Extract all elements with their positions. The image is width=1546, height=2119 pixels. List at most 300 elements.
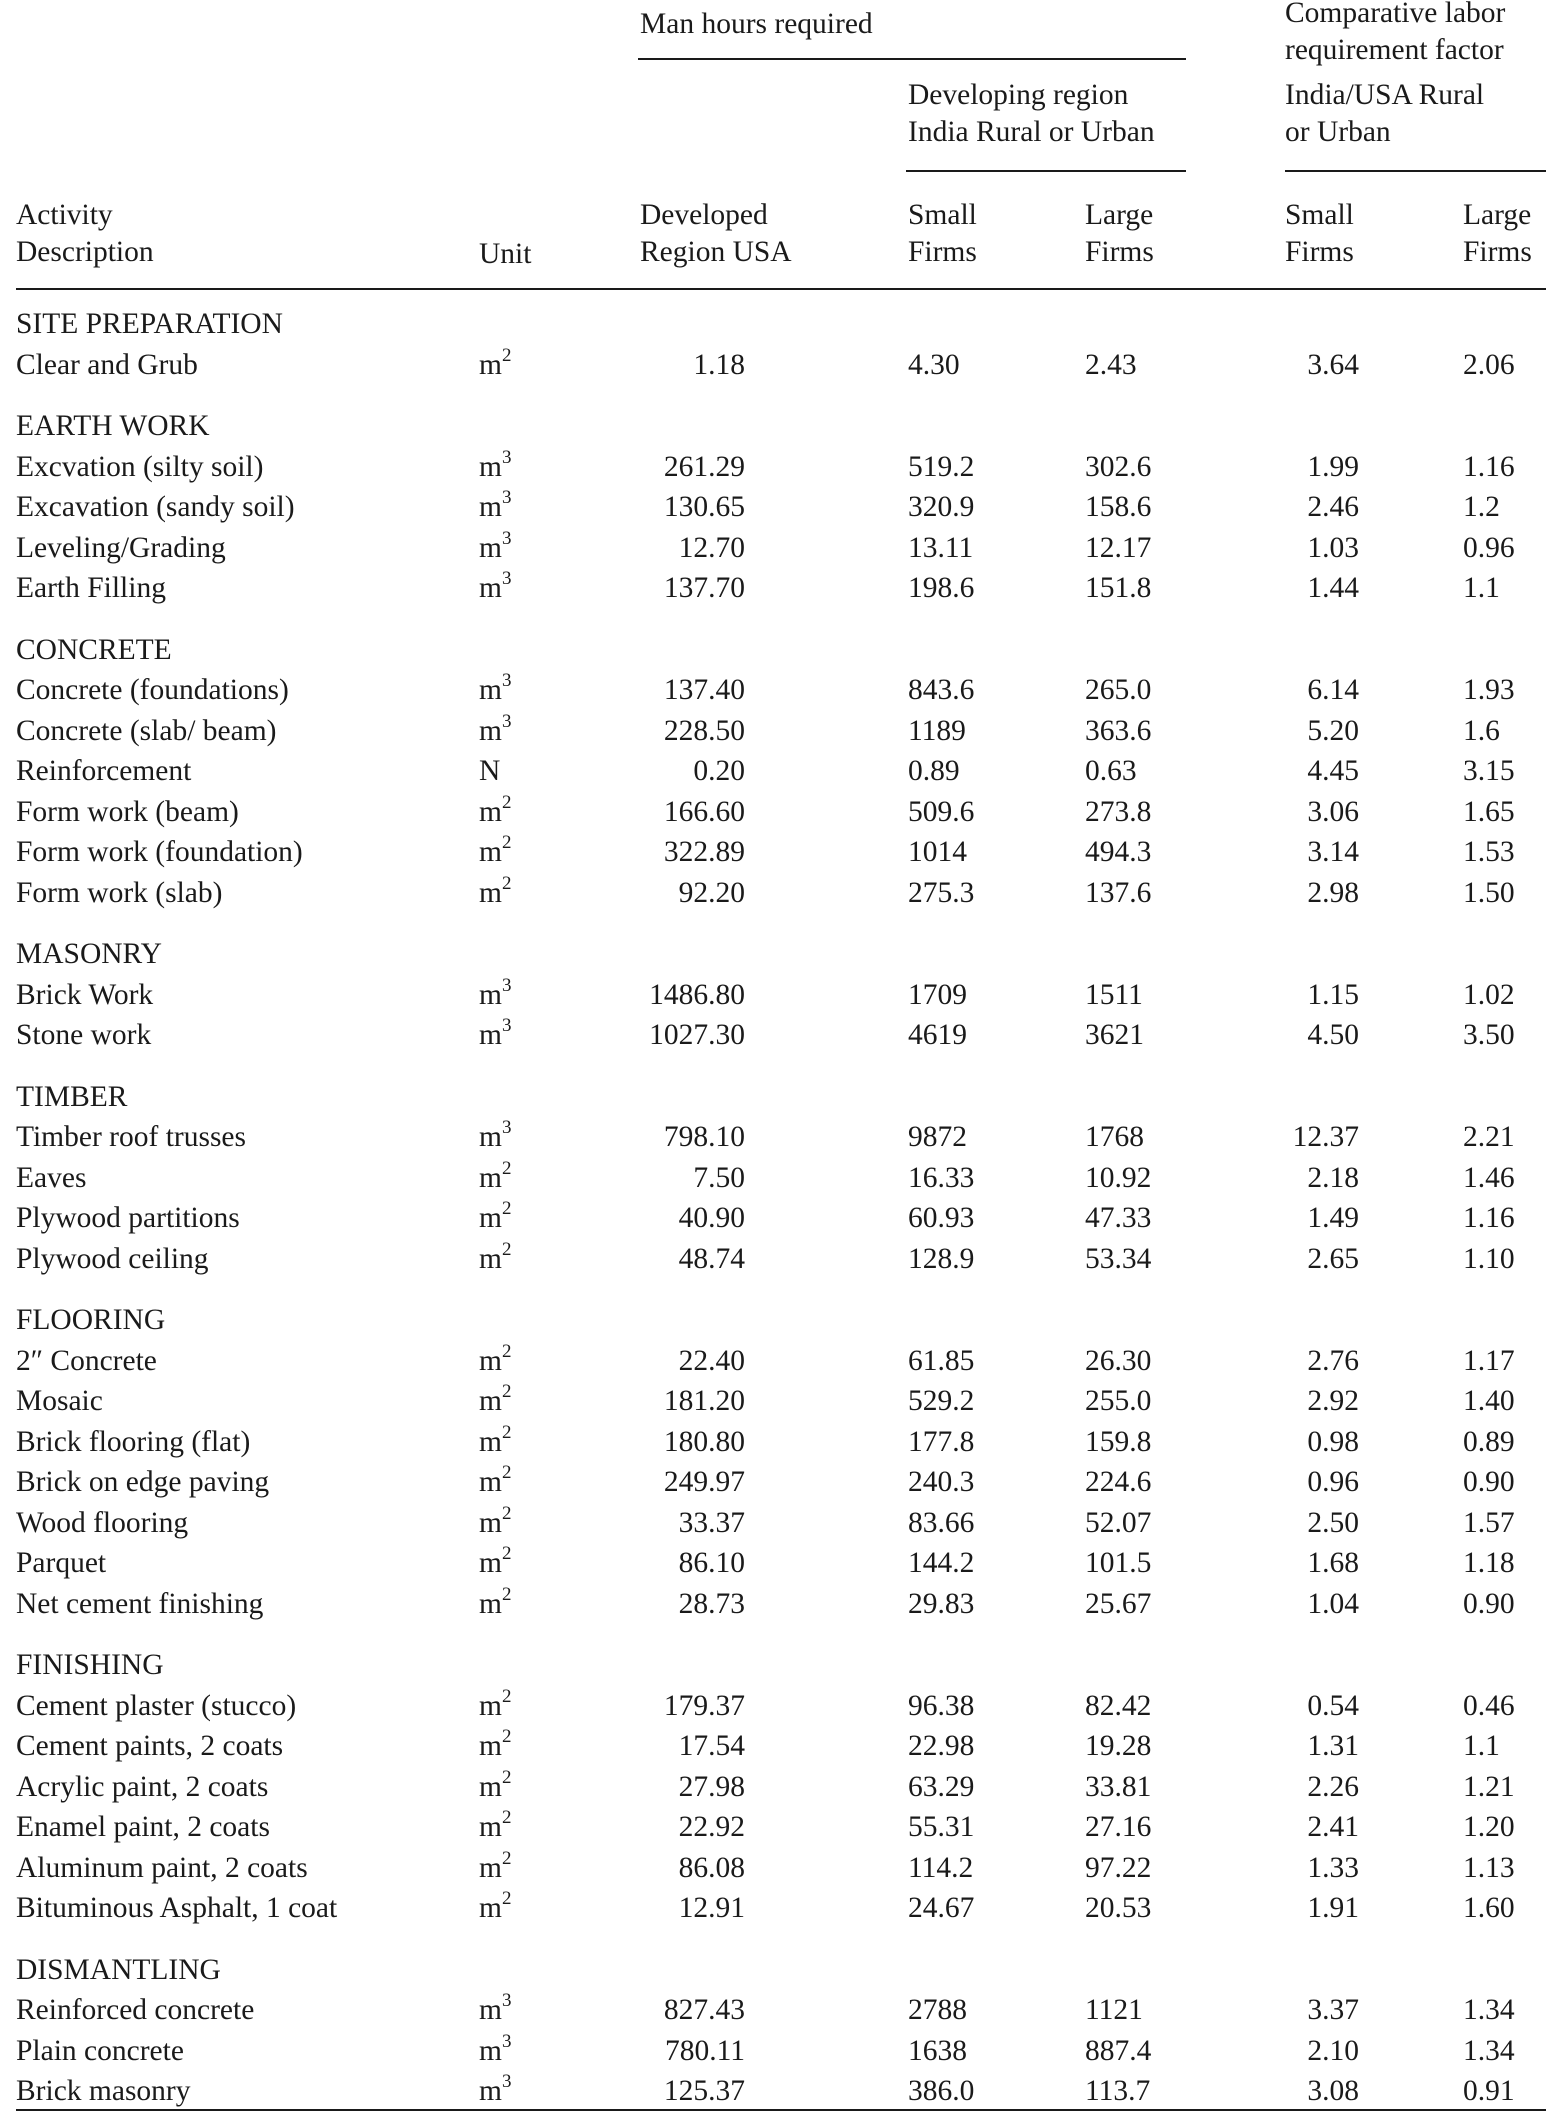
activity-cell: Leveling/Grading: [16, 531, 226, 564]
developed-usa-cell: 12.91: [678, 1892, 745, 1924]
factor-large-cell: 0.46: [1463, 1689, 1515, 1722]
activity-cell: Reinforcement: [16, 755, 192, 787]
activity-cell: Parquet: [16, 1547, 107, 1579]
factor-large-cell: 1.6: [1463, 714, 1500, 747]
activity-cell: Plain concrete: [16, 2034, 184, 2067]
large-firms-cell: 1768: [1085, 1121, 1144, 1153]
developed-usa-cell: 137.40: [663, 674, 745, 706]
unit-base: m: [479, 674, 502, 706]
small-firms-cell: 114.2: [908, 1851, 974, 1884]
comparative-factor-line1: Comparative labor: [1285, 0, 1506, 29]
unit-base: m: [479, 1770, 502, 1803]
small-firms-cell: 1638: [908, 2034, 967, 2067]
activity-cell: Excvation (silty soil): [16, 450, 264, 483]
unit-exponent: 3: [501, 670, 512, 691]
unit-exponent: 2: [501, 832, 512, 853]
large-header-line2: Firms: [1085, 236, 1154, 268]
developed-usa-cell: 92.20: [678, 876, 745, 909]
factor-large-header-line1: Large: [1463, 199, 1532, 231]
factor-small-cell: 3.37: [1307, 1994, 1359, 2026]
unit-base: m: [479, 1202, 502, 1234]
factor-large-cell: 1.16: [1463, 1202, 1515, 1234]
factor-large-cell: 1.02: [1463, 978, 1515, 1011]
developed-usa-cell: 798.10: [663, 1121, 745, 1153]
activity-cell: Stone work: [16, 1019, 152, 1051]
factor-large-cell: 1.16: [1463, 450, 1515, 483]
unit-base: m: [479, 1466, 502, 1498]
factor-small-cell: 0.96: [1307, 1466, 1359, 1498]
factor-large-cell: 3.15: [1463, 755, 1515, 787]
developed-usa-cell: 22.92: [678, 1811, 745, 1843]
factor-small-cell: 1.68: [1307, 1547, 1359, 1579]
unit-exponent: 2: [501, 1462, 512, 1483]
small-firms-cell: 843.6: [908, 674, 975, 706]
factor-small-cell: 2.46: [1307, 491, 1359, 523]
large-firms-cell: 27.16: [1085, 1811, 1152, 1843]
factor-small-cell: 0.54: [1307, 1689, 1359, 1722]
activity-cell: 2″ Concrete: [16, 1344, 157, 1377]
activity-cell: Plywood partitions: [16, 1202, 240, 1234]
small-firms-cell: 198.6: [908, 572, 975, 604]
activity-cell: Form work (slab): [16, 876, 223, 909]
developed-usa-cell: 181.20: [663, 1385, 745, 1417]
factor-small-cell: 2.10: [1307, 2034, 1359, 2067]
activity-cell: Excavation (sandy soil): [16, 491, 295, 523]
factor-small-cell: 2.65: [1307, 1242, 1359, 1275]
developed-usa-cell: 780.11: [664, 2034, 745, 2067]
unit-exponent: 2: [501, 1198, 512, 1219]
unit-base: m: [479, 1385, 502, 1417]
factor-small-cell: 2.76: [1307, 1344, 1359, 1377]
large-firms-cell: 10.92: [1085, 1161, 1152, 1194]
large-firms-cell: 273.8: [1085, 795, 1152, 828]
activity-cell: Concrete (foundations): [16, 674, 289, 706]
factor-large-cell: 0.90: [1463, 1587, 1515, 1620]
factor-large-cell: 1.2: [1463, 491, 1500, 523]
activity-cell: Plywood ceiling: [16, 1242, 209, 1275]
factor-large-header-line2: Firms: [1463, 236, 1532, 268]
activity-cell: Brick flooring (flat): [16, 1425, 251, 1458]
unit-exponent: 2: [501, 1502, 512, 1524]
factor-small-cell: 1.15: [1307, 978, 1359, 1011]
small-firms-cell: 4.30: [908, 348, 960, 381]
section-heading: EARTH WORK: [16, 410, 210, 442]
unit-exponent: 2: [501, 1807, 512, 1828]
unit-exponent: 2: [501, 1157, 512, 1179]
developed-header-line1: Developed: [640, 199, 768, 231]
activity-cell: Form work (foundation): [16, 836, 303, 868]
factor-small-cell: 3.08: [1307, 2075, 1359, 2107]
unit-base: m: [479, 876, 502, 909]
small-firms-cell: 320.9: [908, 491, 975, 523]
unit-exponent: 3: [501, 1117, 512, 1138]
large-firms-cell: 1511: [1085, 978, 1143, 1011]
activity-cell: Acrylic paint, 2 coats: [16, 1770, 269, 1803]
section-heading: SITE PREPARATION: [16, 308, 283, 340]
small-firms-cell: 0.89: [908, 755, 960, 787]
activity-cell: Wood flooring: [16, 1506, 189, 1539]
developed-header-line2: Region USA: [640, 236, 792, 268]
unit-exponent: 3: [501, 974, 512, 996]
developed-usa-cell: 27.98: [678, 1770, 745, 1803]
unit-exponent: 2: [501, 872, 512, 894]
developed-usa-cell: 1486.80: [649, 978, 745, 1011]
factor-large-cell: 3.50: [1463, 1019, 1515, 1051]
small-firms-cell: 128.9: [908, 1242, 975, 1275]
developed-usa-cell: 86.08: [678, 1851, 745, 1884]
large-firms-column-header: [1085, 197, 1154, 271]
large-firms-cell: 101.5: [1085, 1547, 1152, 1579]
small-firms-cell: 509.6: [908, 795, 975, 828]
activity-cell: Mosaic: [16, 1385, 103, 1417]
activity-cell: Form work (beam): [16, 795, 239, 828]
developed-usa-cell: 125.37: [663, 2075, 745, 2107]
unit-base: m: [479, 531, 502, 564]
small-firms-cell: 519.2: [908, 450, 975, 483]
factor-small-cell: 1.04: [1307, 1587, 1359, 1620]
factor-large-cell: 1.93: [1463, 674, 1515, 706]
developed-usa-cell: 179.37: [663, 1689, 745, 1722]
unit-column-header: Unit: [479, 238, 532, 270]
unit-exponent: 2: [501, 1766, 512, 1788]
factor-large-cell: 1.21: [1463, 1770, 1515, 1803]
unit-base: m: [479, 1811, 502, 1843]
unit-exponent: 3: [501, 2030, 512, 2052]
unit-base: m: [479, 1587, 502, 1620]
unit-exponent: 3: [501, 487, 512, 508]
section-heading: FINISHING: [16, 1649, 164, 1681]
large-firms-cell: 494.3: [1085, 836, 1152, 868]
large-firms-cell: 224.6: [1085, 1466, 1152, 1498]
factor-small-cell: 1.49: [1307, 1202, 1359, 1234]
small-firms-cell: 177.8: [908, 1425, 975, 1458]
factor-small-cell: 3.06: [1307, 795, 1359, 828]
large-firms-cell: 52.07: [1085, 1506, 1152, 1539]
small-firms-cell: 16.33: [908, 1161, 975, 1194]
unit-exponent: 2: [501, 1726, 512, 1747]
unit-base: m: [479, 572, 502, 604]
large-firms-cell: 113.7: [1085, 2075, 1151, 2107]
large-firms-cell: 363.6: [1085, 714, 1152, 747]
unit-exponent: 2: [501, 1381, 512, 1402]
unit-base: m: [479, 2075, 502, 2107]
factor-small-cell: 1.91: [1307, 1892, 1359, 1924]
section-heading: CONCRETE: [16, 633, 172, 666]
developing-region-line1: Developing region: [908, 79, 1129, 111]
developed-usa-cell: 130.65: [663, 491, 745, 523]
section-heading: FLOORING: [16, 1304, 166, 1336]
unit-base: m: [479, 1892, 502, 1924]
factor-small-cell: 4.45: [1307, 755, 1359, 787]
factor-large-cell: 1.60: [1463, 1892, 1515, 1924]
factor-large-cell: 1.40: [1463, 1385, 1515, 1417]
factor-large-cell: 1.10: [1463, 1242, 1515, 1275]
large-firms-cell: 887.4: [1085, 2034, 1152, 2067]
developed-usa-cell: 0.20: [693, 755, 745, 787]
factor-small-header-line1: Small: [1285, 199, 1354, 231]
factor-small-cell: 5.20: [1307, 714, 1359, 747]
small-firms-cell: 1709: [908, 978, 967, 1011]
small-firms-cell: 83.66: [908, 1506, 975, 1539]
man-hours-required-heading: Man hours required: [640, 8, 873, 40]
developing-region-rule: [906, 170, 1186, 172]
section-heading: MASONRY: [16, 938, 162, 970]
developed-usa-cell: 1.18: [693, 348, 745, 381]
developed-usa-cell: 261.29: [663, 450, 745, 483]
factor-large-cell: 1.65: [1463, 795, 1515, 828]
header-bottom-rule: [16, 288, 1546, 290]
section-heading: TIMBER: [16, 1080, 128, 1113]
large-firms-cell: 1121: [1085, 1994, 1143, 2026]
unit-base: N: [479, 755, 501, 787]
unit-base: m: [479, 795, 502, 828]
large-firms-cell: 12.17: [1085, 531, 1152, 564]
factor-small-cell: 2.18: [1307, 1161, 1359, 1194]
small-firms-cell: 144.2: [908, 1547, 975, 1579]
developed-usa-cell: 166.60: [663, 795, 745, 828]
small-header-line2: Firms: [908, 236, 977, 268]
developing-region-heading: [908, 77, 1155, 151]
unit-exponent: 3: [501, 568, 512, 589]
unit-exponent: 3: [501, 1015, 512, 1036]
large-firms-cell: 82.42: [1085, 1689, 1152, 1722]
comparative-factor-line2: requirement factor: [1285, 34, 1504, 66]
factor-small-cell: 2.26: [1307, 1770, 1359, 1803]
small-firms-column-header: [908, 197, 977, 271]
unit-base: m: [479, 1121, 502, 1153]
developed-usa-cell: 22.40: [678, 1344, 745, 1377]
unit-exponent: 3: [501, 527, 512, 549]
activity-cell: Timber roof trusses: [16, 1121, 246, 1153]
factor-large-cell: 2.21: [1463, 1121, 1515, 1153]
unit-base: m: [479, 714, 502, 747]
comparative-factor-heading: [1285, 0, 1505, 69]
factor-large-cell: 1.53: [1463, 836, 1515, 868]
unit-base: m: [479, 1689, 502, 1722]
large-firms-cell: 2.43: [1085, 348, 1137, 381]
large-firms-cell: 0.63: [1085, 755, 1137, 787]
developed-usa-cell: 28.73: [678, 1587, 745, 1620]
unit-base: m: [479, 2034, 502, 2067]
unit-base: m: [479, 836, 502, 868]
small-firms-cell: 63.29: [908, 1770, 975, 1803]
unit-exponent: 2: [501, 1888, 512, 1909]
small-firms-cell: 275.3: [908, 876, 975, 909]
activity-cell: Aluminum paint, 2 coats: [16, 1851, 308, 1884]
factor-small-cell: 1.33: [1307, 1851, 1359, 1884]
man-hours-rule: [638, 58, 1186, 60]
activity-cell: Eaves: [16, 1161, 87, 1194]
large-firms-cell: 159.8: [1085, 1425, 1152, 1458]
activity-cell: Bituminous Asphalt, 1 coat: [16, 1892, 338, 1924]
developed-usa-cell: 322.89: [663, 836, 745, 868]
small-firms-cell: 2788: [908, 1994, 967, 2026]
large-firms-cell: 20.53: [1085, 1892, 1152, 1924]
large-firms-cell: 19.28: [1085, 1730, 1152, 1762]
factor-small-cell: 0.98: [1307, 1425, 1359, 1458]
unit-exponent: 2: [501, 1847, 512, 1869]
large-firms-cell: 302.6: [1085, 450, 1152, 483]
large-firms-cell: 47.33: [1085, 1202, 1152, 1234]
small-firms-cell: 386.0: [908, 2075, 975, 2107]
factor-large-cell: 0.96: [1463, 531, 1515, 564]
factor-large-cell: 0.89: [1463, 1425, 1515, 1458]
large-firms-cell: 255.0: [1085, 1385, 1152, 1417]
factor-small-header-line2: Firms: [1285, 236, 1354, 268]
unit-base: m: [479, 348, 502, 381]
unit-exponent: 2: [501, 1421, 512, 1443]
factor-small-cell: 1.44: [1307, 572, 1359, 604]
small-firms-cell: 55.31: [908, 1811, 975, 1843]
unit-base: m: [479, 978, 502, 1011]
activity-cell: Earth Filling: [16, 572, 166, 604]
unit-exponent: 2: [501, 344, 512, 366]
developed-usa-cell: 86.10: [678, 1547, 745, 1579]
small-firms-cell: 240.3: [908, 1466, 975, 1498]
large-firms-cell: 137.6: [1085, 876, 1152, 909]
large-firms-cell: 26.30: [1085, 1344, 1152, 1377]
factor-large-cell: 1.50: [1463, 876, 1515, 909]
large-firms-cell: 25.67: [1085, 1587, 1152, 1620]
small-firms-cell: 1014: [908, 836, 967, 868]
large-firms-cell: 97.22: [1085, 1851, 1152, 1884]
activity-cell: Concrete (slab/ beam): [16, 714, 277, 747]
section-heading: DISMANTLING: [16, 1953, 221, 1986]
unit-base: m: [479, 1161, 502, 1194]
developed-usa-cell: 40.90: [678, 1202, 745, 1234]
developed-usa-cell: 180.80: [663, 1425, 745, 1458]
activity-cell: Brick on edge paving: [16, 1466, 270, 1498]
unit-base: m: [479, 491, 502, 523]
factor-small-cell: 1.99: [1307, 450, 1359, 483]
small-firms-cell: 9872: [908, 1121, 967, 1153]
india-usa-line1: India/USA Rural: [1285, 79, 1485, 111]
unit-base: m: [479, 1344, 502, 1377]
comparative-factor-rule: [1285, 170, 1546, 172]
large-firms-cell: 3621: [1085, 1019, 1144, 1051]
developed-usa-cell: 228.50: [663, 714, 745, 747]
unit-exponent: 2: [501, 1583, 512, 1605]
unit-exponent: 2: [501, 1685, 512, 1707]
developed-usa-cell: 48.74: [678, 1242, 745, 1275]
large-header-line1: Large: [1085, 199, 1154, 231]
factor-large-cell: 1.46: [1463, 1161, 1515, 1194]
developed-usa-cell: 7.50: [693, 1161, 745, 1194]
unit-exponent: 2: [501, 1340, 512, 1362]
unit-base: m: [479, 1019, 502, 1051]
factor-large-firms-column-header: [1463, 197, 1532, 271]
factor-small-cell: 1.31: [1307, 1730, 1359, 1762]
factor-large-cell: 1.1: [1463, 572, 1500, 604]
factor-small-cell: 4.50: [1307, 1019, 1359, 1051]
small-firms-cell: 13.11: [908, 531, 974, 564]
activity-cell: Reinforced concrete: [16, 1994, 255, 2026]
activity-header-line1: Activity: [16, 199, 113, 231]
unit-exponent: 3: [501, 446, 512, 468]
developed-usa-cell: 33.37: [678, 1506, 745, 1539]
small-firms-cell: 24.67: [908, 1892, 975, 1924]
unit-base: m: [479, 1851, 502, 1884]
factor-small-cell: 3.64: [1307, 348, 1359, 381]
factor-small-cell: 2.50: [1307, 1506, 1359, 1539]
small-firms-cell: 4619: [908, 1019, 967, 1051]
small-firms-cell: 1189: [908, 714, 966, 747]
unit-base: m: [479, 1994, 502, 2026]
small-firms-cell: 96.38: [908, 1689, 975, 1722]
unit-base: m: [479, 1730, 502, 1762]
activity-column-header: [16, 197, 154, 271]
activity-cell: Brick Work: [16, 978, 154, 1011]
developed-region-column-header: [640, 197, 792, 271]
small-firms-cell: 529.2: [908, 1385, 975, 1417]
activity-cell: Net cement finishing: [16, 1587, 264, 1620]
large-firms-cell: 53.34: [1085, 1242, 1152, 1275]
factor-small-cell: 12.37: [1292, 1121, 1359, 1153]
large-firms-cell: 151.8: [1085, 572, 1152, 604]
activity-cell: Enamel paint, 2 coats: [16, 1811, 270, 1843]
developing-region-line2: India Rural or Urban: [908, 116, 1155, 148]
factor-large-cell: 1.18: [1463, 1547, 1515, 1579]
factor-large-cell: 1.34: [1463, 2034, 1515, 2067]
developed-usa-cell: 17.54: [678, 1730, 745, 1762]
activity-cell: Cement paints, 2 coats: [16, 1730, 284, 1762]
small-header-line1: Small: [908, 199, 977, 231]
small-firms-cell: 29.83: [908, 1587, 975, 1620]
developed-usa-cell: 12.70: [678, 531, 745, 564]
factor-small-firms-column-header: [1285, 197, 1354, 271]
unit-base: m: [479, 450, 502, 483]
developed-usa-cell: 249.97: [663, 1466, 745, 1498]
factor-large-cell: 2.06: [1463, 348, 1515, 381]
factor-small-cell: 2.92: [1307, 1385, 1359, 1417]
factor-small-cell: 1.03: [1307, 531, 1359, 564]
unit-base: m: [479, 1425, 502, 1458]
developed-usa-cell: 827.43: [663, 1994, 745, 2026]
unit-base: m: [479, 1242, 502, 1275]
india-usa-heading: [1285, 77, 1484, 151]
factor-large-cell: 1.1: [1463, 1730, 1500, 1762]
factor-small-cell: 2.41: [1307, 1811, 1359, 1843]
factor-small-cell: 6.14: [1307, 674, 1359, 706]
unit-base: m: [479, 1547, 502, 1579]
large-firms-cell: 265.0: [1085, 674, 1152, 706]
unit-exponent: 2: [501, 1543, 512, 1564]
large-firms-cell: 33.81: [1085, 1770, 1152, 1803]
unit-exponent: 3: [501, 710, 512, 732]
factor-large-cell: 1.17: [1463, 1344, 1515, 1377]
unit-exponent: 2: [501, 791, 512, 813]
unit-exponent: 3: [501, 1990, 512, 2011]
large-firms-cell: 158.6: [1085, 491, 1152, 523]
small-firms-cell: 61.85: [908, 1344, 975, 1377]
unit-exponent: 2: [501, 1238, 512, 1260]
factor-large-cell: 1.34: [1463, 1994, 1515, 2026]
activity-cell: Clear and Grub: [16, 348, 198, 381]
activity-header-line2: Description: [16, 236, 154, 268]
factor-large-cell: 1.13: [1463, 1851, 1515, 1884]
small-firms-cell: 22.98: [908, 1730, 975, 1762]
developed-usa-cell: 137.70: [663, 572, 745, 604]
unit-exponent: 3: [501, 2071, 512, 2092]
activity-cell: Brick masonry: [16, 2075, 191, 2107]
india-usa-line2: or Urban: [1285, 116, 1391, 148]
factor-small-cell: 2.98: [1307, 876, 1359, 909]
factor-large-cell: 1.57: [1463, 1506, 1515, 1539]
factor-large-cell: 1.20: [1463, 1811, 1515, 1843]
unit-base: m: [479, 1506, 502, 1539]
table-bottom-rule: [16, 2109, 1546, 2111]
activity-cell: Cement plaster (stucco): [16, 1689, 297, 1722]
